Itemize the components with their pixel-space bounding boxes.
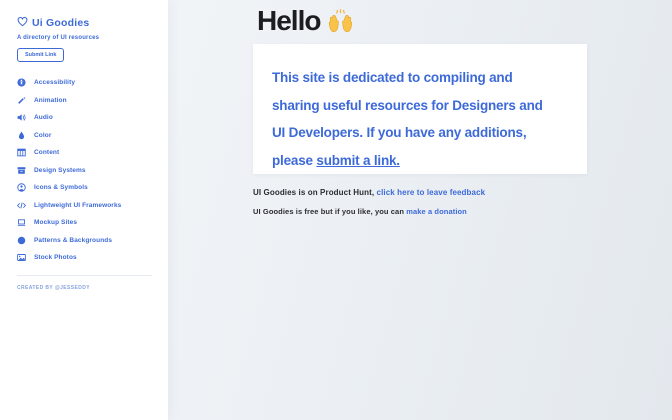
- sidebar-divider: [17, 275, 152, 276]
- product-hunt-note: [253, 188, 672, 197]
- design-systems-icon: [17, 166, 26, 175]
- sidebar-item-label: Lightweight UI Frameworks: [34, 201, 122, 209]
- content-grid-icon: [17, 148, 26, 157]
- audio-icon: [17, 113, 26, 122]
- sidebar-item-label: Mockup Sites: [34, 219, 78, 227]
- intro-text-line: sharing useful resources for Designers and: [272, 97, 543, 113]
- main-content: [168, 0, 672, 420]
- intro-text-line: [272, 147, 569, 175]
- sidebar-item-mockup-sites[interactable]: [17, 214, 152, 232]
- intro-text-line: This site is dedicated to compiling and: [272, 70, 513, 85]
- sidebar-item-content[interactable]: [17, 144, 152, 162]
- icons-symbols-icon: [17, 183, 26, 192]
- make-a-donation-link[interactable]: make a donation: [406, 207, 467, 216]
- heart-icon: [17, 14, 28, 32]
- created-by-credit[interactable]: CREATED BY @JESSEDDY: [17, 284, 90, 291]
- brand: [17, 14, 152, 32]
- photo-icon: [17, 253, 26, 262]
- sidebar-item-color[interactable]: [17, 127, 152, 145]
- sidebar-item-label: Audio: [34, 114, 53, 122]
- sidebar: [0, 0, 168, 420]
- sidebar-item-label: Accessibility: [34, 79, 76, 87]
- color-drop-icon: [17, 131, 26, 140]
- intro-last-line-prefix: please: [272, 152, 317, 168]
- sidebar-item-label: Stock Photos: [34, 254, 77, 262]
- sidebar-item-audio[interactable]: [17, 109, 152, 127]
- sidebar-item-patterns-backgrounds[interactable]: [17, 232, 152, 250]
- product-hunt-feedback-link[interactable]: click here to leave feedback: [376, 188, 486, 197]
- brand-title[interactable]: Ui Goodies: [32, 17, 90, 29]
- accessibility-icon: [17, 78, 26, 87]
- submit-a-link-link[interactable]: submit a link.: [316, 152, 400, 168]
- sidebar-item-label: Icons & Symbols: [34, 184, 88, 192]
- intro-text-line: UI Developers. If you have any additions,: [272, 125, 527, 140]
- sidebar-item-accessibility[interactable]: [17, 74, 152, 92]
- pattern-circle-icon: [17, 236, 26, 245]
- raising-hands-emoji: [328, 8, 353, 40]
- sidebar-item-label: Design Systems: [34, 166, 86, 174]
- greeting-row: [257, 6, 672, 40]
- sidebar-item-icons-symbols[interactable]: [17, 179, 152, 197]
- brand-tagline: A directory of UI resources: [17, 35, 100, 41]
- sidebar-item-stock-photos[interactable]: [17, 249, 152, 267]
- sidebar-item-label: Color: [34, 131, 52, 139]
- animation-icon: [17, 96, 26, 105]
- product-hunt-text: UI Goodies is on Product Hunt,: [253, 188, 377, 197]
- intro-card: [253, 44, 587, 174]
- laptop-icon: [17, 218, 26, 227]
- code-icon: [17, 201, 26, 210]
- sidebar-item-label: Animation: [34, 96, 67, 104]
- sidebar-item-label: Content: [34, 149, 60, 157]
- page-title: Hello: [257, 5, 321, 36]
- donation-note: [253, 207, 672, 216]
- sidebar-nav: [17, 74, 152, 267]
- sidebar-item-label: Patterns & Backgrounds: [34, 236, 113, 244]
- submit-link-button[interactable]: Submit Link: [17, 48, 64, 62]
- donation-text: UI Goodies is free but if you like, you can: [253, 207, 407, 216]
- sidebar-item-animation[interactable]: [17, 92, 152, 110]
- sidebar-item-lightweight-ui-frameworks[interactable]: [17, 197, 152, 215]
- sidebar-item-design-systems[interactable]: [17, 162, 152, 180]
